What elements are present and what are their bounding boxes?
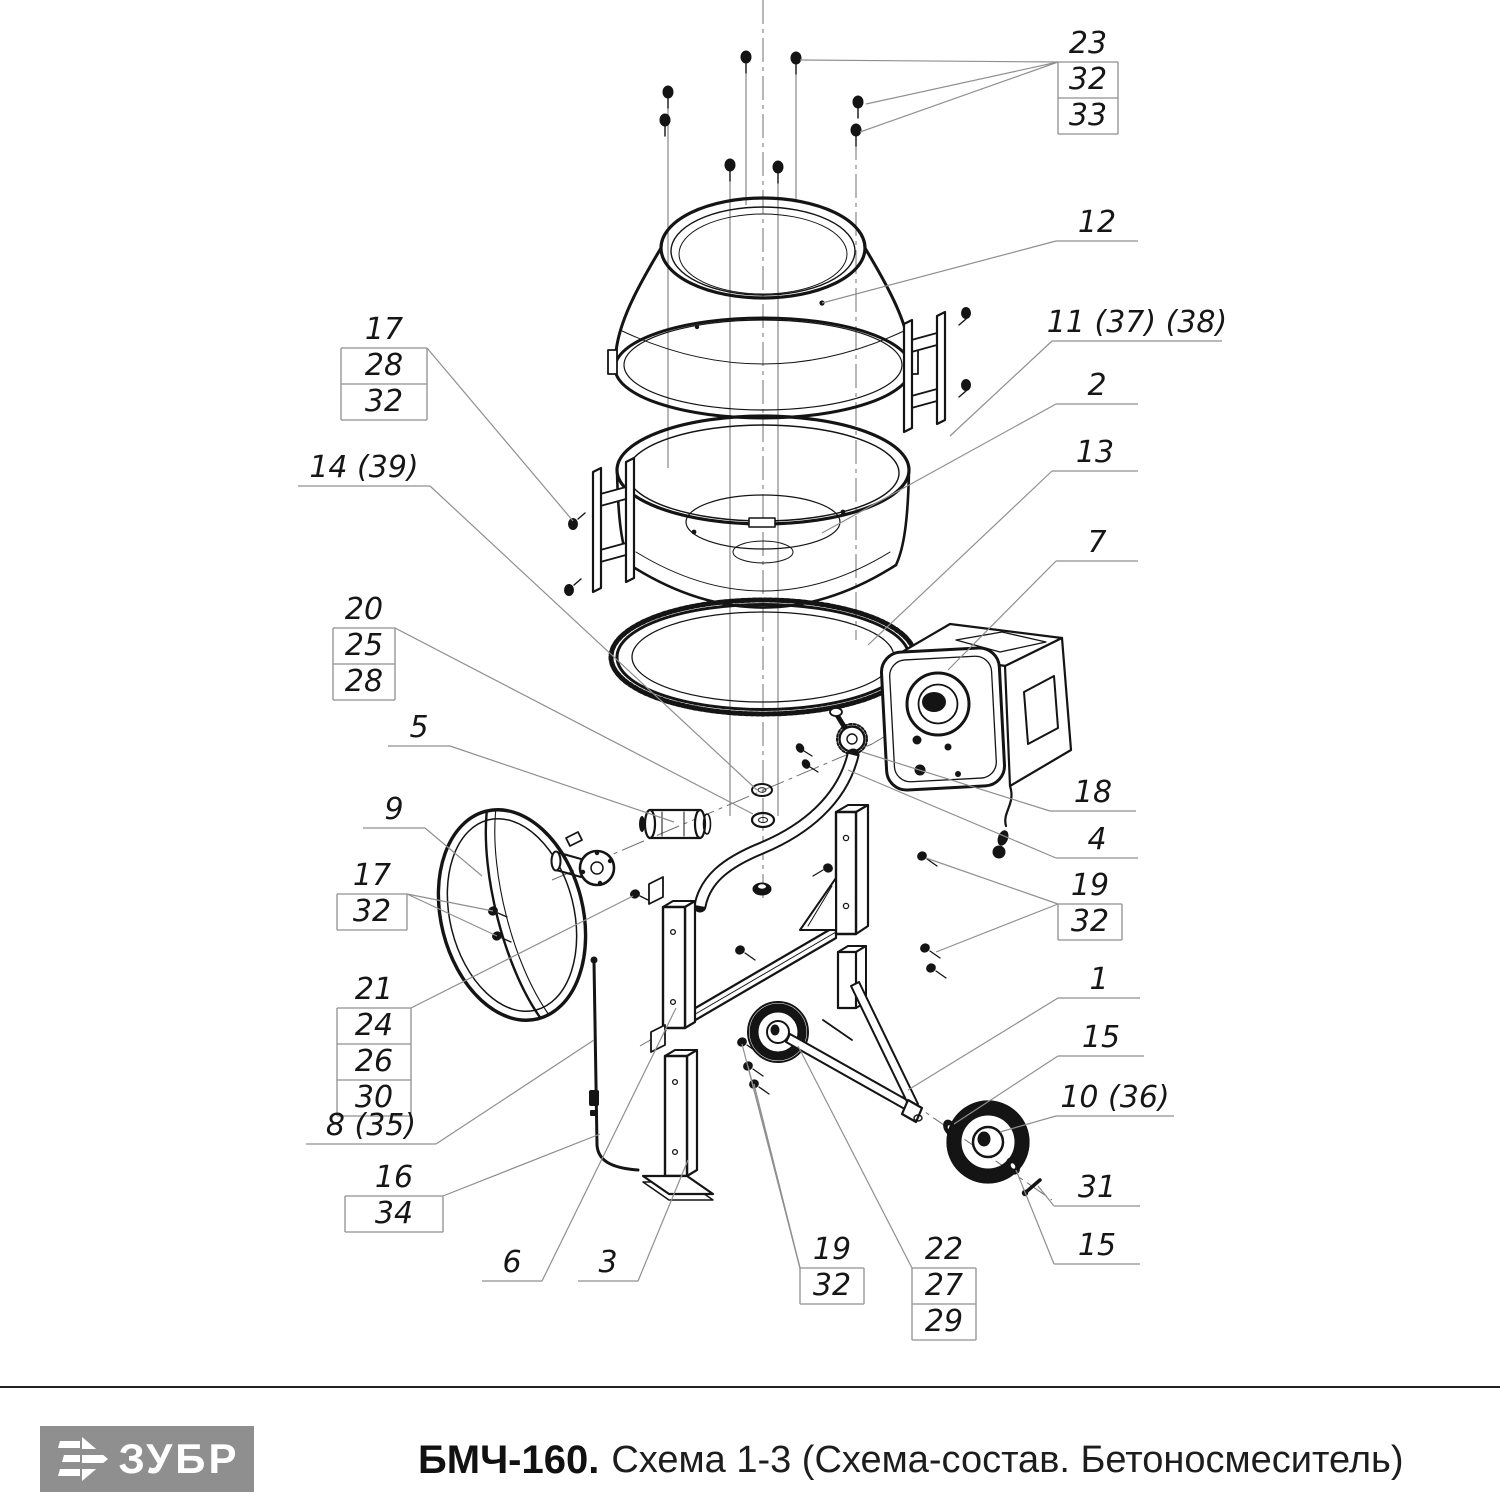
callout-number: 31: [1077, 1170, 1117, 1205]
callout-8-35: [306, 1040, 594, 1144]
callout-number: 1: [1089, 962, 1109, 997]
callout-23-32-33: [800, 26, 1118, 134]
callout-number: 19: [1070, 868, 1110, 903]
footer-separator: [0, 1386, 1500, 1388]
model-number: БМЧ-160.: [418, 1437, 600, 1482]
callout-number: 32: [364, 384, 404, 419]
bracket-right-bolts: [959, 307, 971, 397]
callout-number: 34: [374, 1196, 414, 1231]
callout-5: [388, 710, 674, 822]
callout-17-28-32: [341, 312, 573, 521]
callouts-layer: [298, 26, 1227, 1340]
handle-bracket-left: [564, 458, 634, 596]
callout-number: 11 (37) (38): [1046, 305, 1228, 340]
callout-number: 10 (36): [1060, 1080, 1170, 1115]
callout-number: 30: [354, 1080, 394, 1115]
callout-10-36: [1000, 1080, 1174, 1132]
callout-number: 14 (39): [309, 450, 419, 485]
callout-number: 26: [354, 1044, 394, 1079]
callout-number: 18: [1073, 775, 1113, 810]
callout-number: 19: [812, 1232, 852, 1267]
callout-number: 32: [1070, 904, 1110, 939]
callout-number: 28: [364, 348, 404, 383]
callout-number: 13: [1075, 435, 1115, 470]
top-bolts: [660, 51, 864, 184]
callout-number: 22: [924, 1232, 964, 1267]
callout-number: 32: [352, 894, 392, 929]
hand-wheel: [417, 794, 607, 1036]
brand-name: ЗУБР: [118, 1435, 240, 1482]
callout-number: 5: [409, 710, 429, 745]
wheel-hub-flange: [552, 832, 615, 885]
callout-number: 17: [352, 858, 392, 893]
callout-16-34: [345, 1134, 600, 1232]
callout-19-32-bottom: [742, 1044, 864, 1304]
callout-number: 23: [1068, 26, 1108, 61]
callout-number: 29: [924, 1304, 964, 1339]
scheme-title: Схема 1-3 (Схема-состав. Бетоносмеситель): [611, 1438, 1404, 1481]
stand-frame: [643, 805, 868, 1200]
zubr-arrow-icon: [54, 1436, 110, 1482]
callout-number: 20: [344, 592, 384, 627]
callout-number: 6: [502, 1245, 522, 1280]
callout-number: 27: [924, 1268, 964, 1303]
callout-number: 21: [354, 972, 394, 1007]
callout-number: 12: [1077, 205, 1117, 240]
callout-21-24-26-30: [337, 896, 633, 1116]
callout-number: 15: [1077, 1228, 1117, 1263]
pinion-bolts: [794, 742, 818, 772]
callout-number: 28: [344, 664, 384, 699]
callout-number: 7: [1087, 525, 1107, 560]
drawing-title: [418, 1420, 1404, 1500]
callout-6: [482, 1008, 676, 1281]
callout-number: 15: [1081, 1020, 1121, 1055]
lock-rod: [589, 957, 638, 1171]
support-wheel: [748, 1002, 808, 1062]
callout-number: 17: [364, 312, 404, 347]
callout-number: 32: [1068, 62, 1108, 97]
callout-number: 3: [598, 1245, 618, 1280]
callout-number: 33: [1068, 98, 1108, 133]
callout-number: 8 (35): [325, 1108, 417, 1143]
callout-number: 2: [1087, 368, 1107, 403]
callout-number: 9: [384, 792, 404, 827]
cotter-pin: [1022, 1180, 1040, 1196]
callout-number: 24: [354, 1008, 394, 1043]
callout-number: 4: [1087, 822, 1107, 857]
motor-housing: [880, 624, 1071, 859]
support-tube: [700, 755, 853, 906]
transport-wheel: [940, 1101, 1040, 1196]
bracket-left-bolts: [564, 513, 585, 596]
callout-number: 25: [344, 628, 384, 663]
callout-31: [1038, 1170, 1140, 1206]
title-block: [0, 1420, 1500, 1500]
zubr-logo: [40, 1426, 254, 1492]
callout-number: 32: [812, 1268, 852, 1303]
callout-19-32-right: [926, 858, 1122, 952]
power-cord: [1005, 786, 1011, 826]
callout-number: 16: [374, 1160, 414, 1195]
callout-17-32-left: [337, 858, 497, 936]
